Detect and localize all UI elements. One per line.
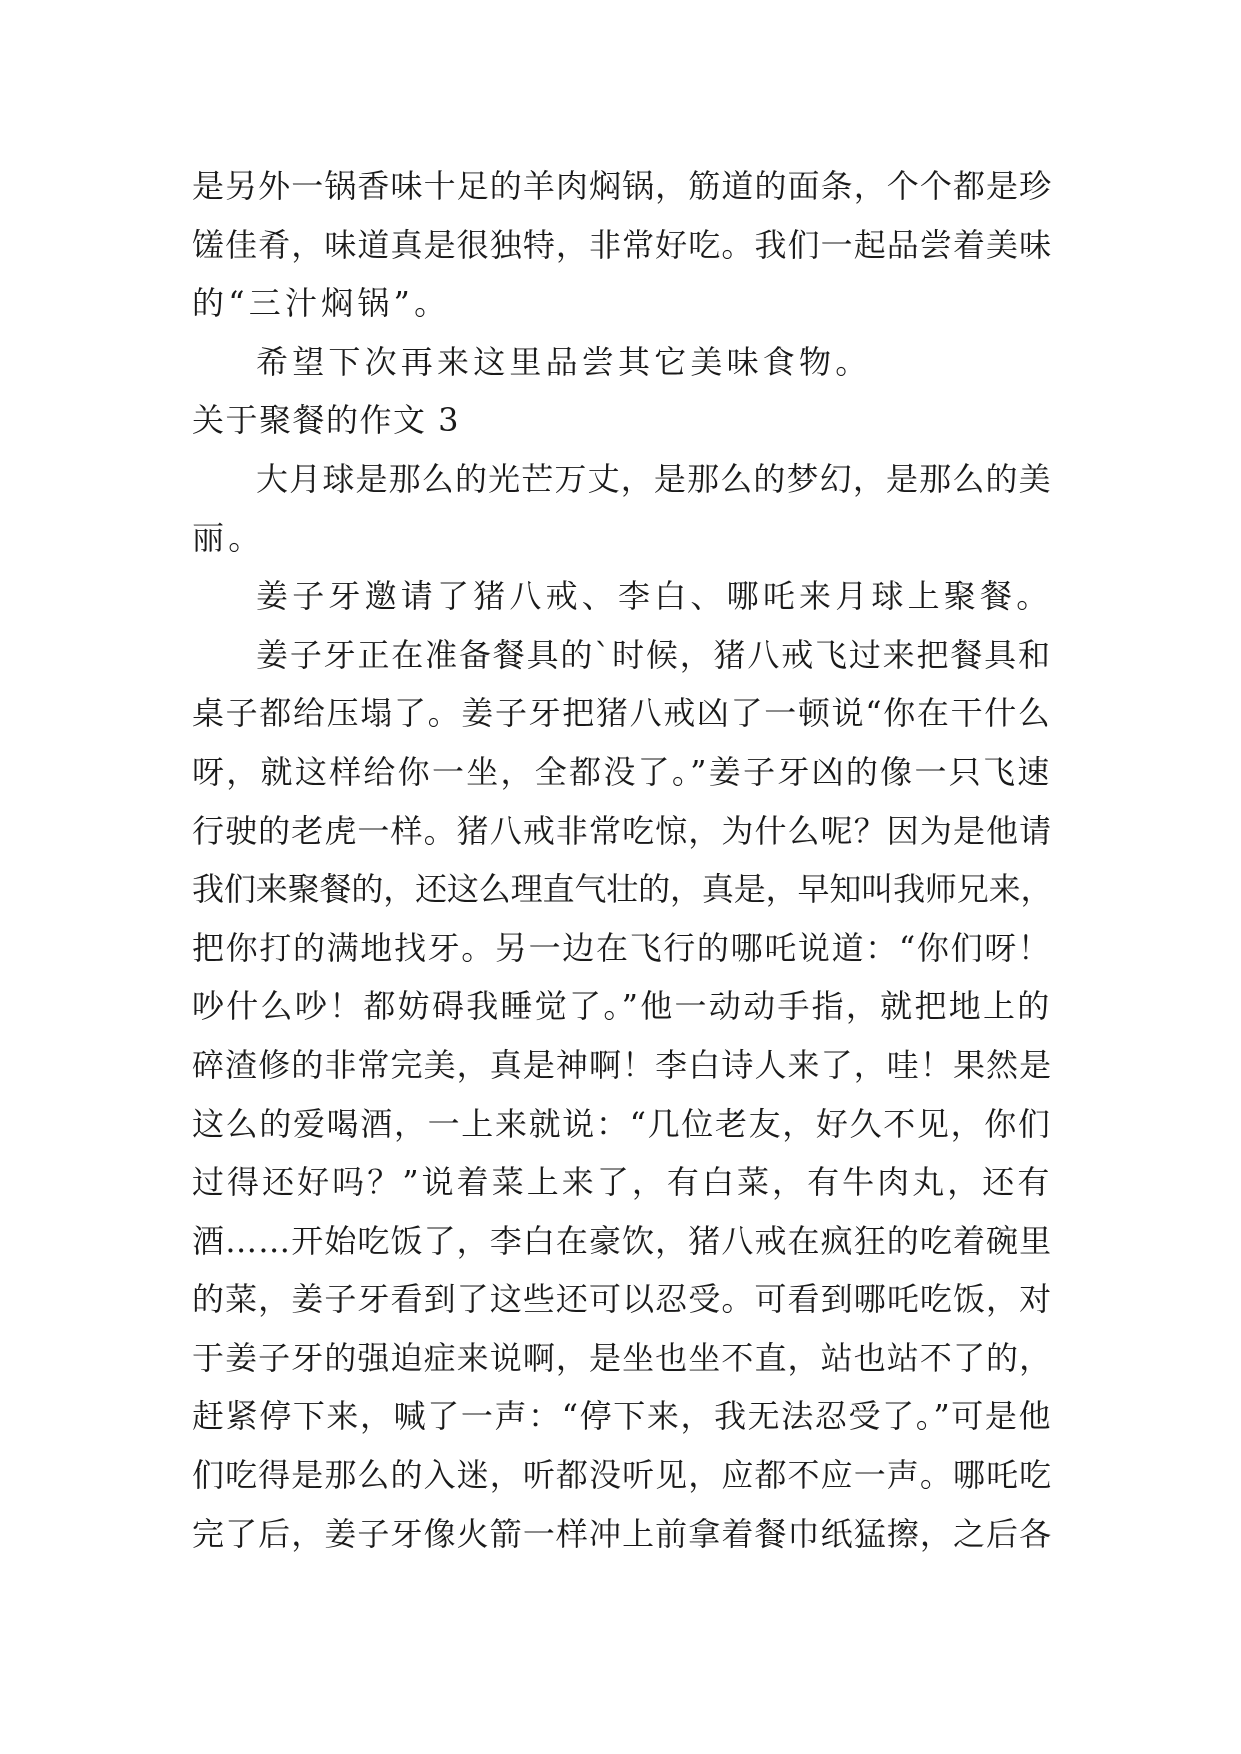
text-line: 们吃得是那么的入迷，听都没听见，应都不应一声。哪吒吃 — [192, 1456, 1053, 1495]
text-line: 行驶的老虎一样。猪八戒非常吃惊，为什么呢？因为是他请 — [192, 811, 1053, 850]
text-line: 于姜子牙的强迫症来说啊，是坐也坐不直，站也站不了的， — [192, 1338, 1053, 1377]
text-line: 的菜，姜子牙看到了这些还可以忍受。可看到哪吒吃饭，对 — [192, 1280, 1053, 1319]
text-line: 大月球是那么的光芒万丈，是那么的梦幻，是那么的美 — [256, 459, 1052, 498]
text-line: 把你打的满地找牙。另一边在飞行的哪吒说道：“你们呀！ — [192, 928, 1052, 967]
text-line: 我们来聚餐的，还这么理直气壮的，真是，早知叫我师兄来， — [192, 870, 1053, 909]
text-line: 希望下次再来这里品尝其它美味食物。 — [256, 342, 872, 381]
text-line: 呀，就这样给你一坐，全都没了。”姜子牙凶的像一只飞速 — [192, 752, 1052, 791]
section-heading: 关于聚餐的作文 3 — [192, 401, 461, 440]
text-line: 完了后，姜子牙像火箭一样冲上前拿着餐巾纸猛擦，之后各 — [192, 1514, 1053, 1553]
text-line: 赶紧停下来，喊了一声：“停下来，我无法忍受了。”可是他 — [192, 1397, 1053, 1436]
text-line: 碎渣修的非常完美，真是神啊！李白诗人来了，哇！果然是 — [192, 1045, 1053, 1084]
text-line: 是另外一锅香味十足的羊肉焖锅，筋道的面条，个个都是珍 — [192, 167, 1053, 205]
text-line: 酒……开始吃饭了，李白在豪饮，猪八戒在疯狂的吃着碗里 — [192, 1221, 1053, 1260]
text-line: 桌子都给压塌了。姜子牙把猪八戒凶了一顿说“你在干什么 — [192, 694, 1052, 733]
text-line: 这么的爱喝酒，一上来就说：“几位老友，好久不见，你们 — [192, 1104, 1052, 1143]
text-line: 过得还好吗？”说着菜上来了，有白菜，有牛肉丸，还有 — [192, 1163, 1053, 1202]
text-line: 姜子牙正在准备餐具的`时候，猪八戒飞过来把餐具和 — [256, 635, 1052, 674]
text-line: 的“三汁焖锅”。 — [192, 284, 451, 323]
text-line: 馐佳肴，味道真是很独特，非常好吃。我们一起品尝着美味 — [192, 225, 1053, 264]
document-body — [192, 157, 1052, 1563]
text-line: 姜子牙邀请了猪八戒、李白、哪吒来月球上聚餐。 — [256, 577, 1053, 616]
text-line: 丽。 — [192, 518, 265, 557]
text-line: 吵什么吵！都妨碍我睡觉了。”他一动动手指，就把地上的 — [192, 987, 1052, 1026]
